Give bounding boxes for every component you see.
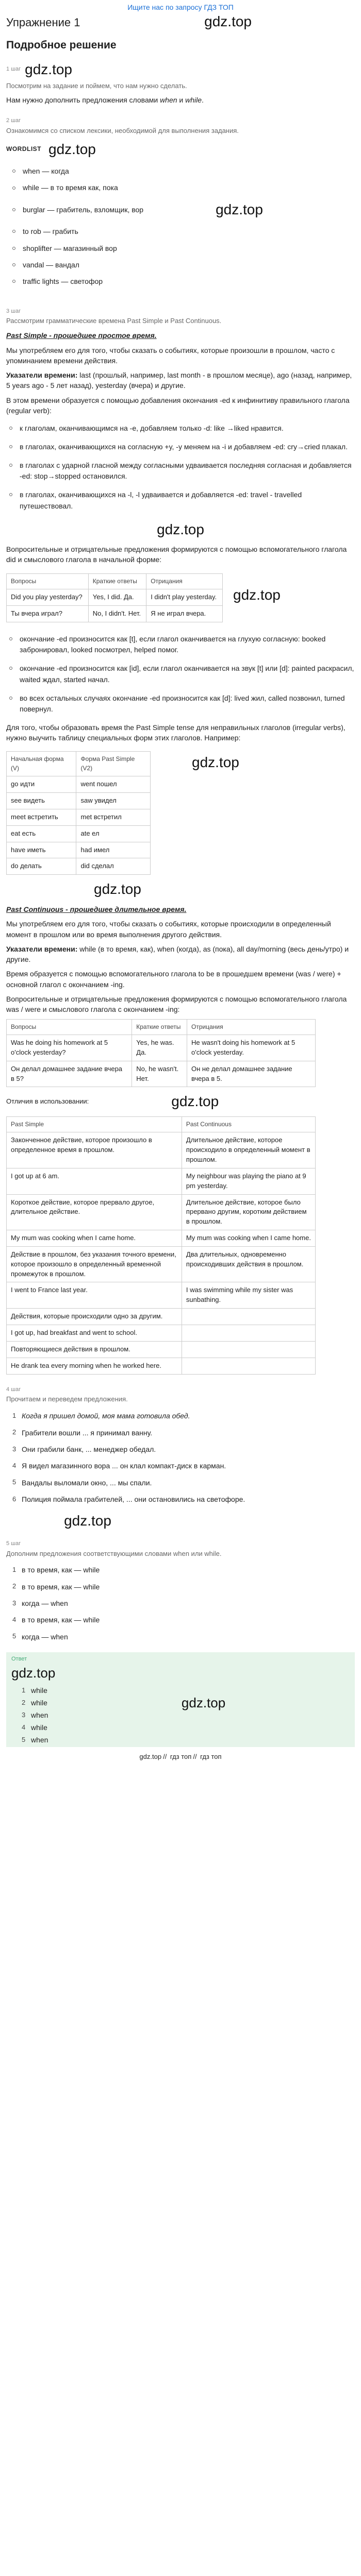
footer-link[interactable]: гдз топ (200, 1752, 222, 1760)
list-item: burglar — грабитель, взломщик, вор gdz.top (12, 199, 355, 221)
table-header: Краткие ответы (88, 573, 146, 589)
table-header: Past Simple (7, 1116, 182, 1132)
list-item: 6 Полиция поймала грабителей, ... они остановились на светофоре. (12, 1495, 245, 1503)
bullet-icon (12, 170, 15, 173)
bullet-icon (9, 493, 12, 496)
table-row: He drank tea every morning when he worked here. (7, 1358, 316, 1374)
table-header: Отрицания (146, 573, 223, 589)
list-item: when — когда (12, 166, 355, 176)
step-1-text: Нам нужно дополнить предложения словами when и while. (6, 96, 204, 105)
table-row: I got up, had breakfast and went to school. (7, 1325, 316, 1342)
bullet-icon (9, 464, 12, 467)
list-item: 1 Когда я пришел домой, моя мама готовила обед. (12, 1412, 190, 1420)
spelling-rules (6, 423, 355, 512)
table-row: go идти went пошел (7, 776, 151, 793)
table-row: I went to France last year. I was swimming while my sister was sunbathing. (7, 1282, 316, 1309)
watermark: gdz.top (64, 1513, 111, 1529)
list-item: 5 когда — when (12, 1632, 68, 1641)
bullet-icon (12, 187, 15, 190)
footer-links: gdz.top // гдз топ // гдз топ (139, 1752, 222, 1760)
table-row: I got up at 6 am. My neighbour was playing the piano at 9 pm yesterday. (7, 1168, 316, 1194)
list-item: 2 Грабители вошли ... я принимал ванну. (12, 1428, 153, 1437)
list-item: 3 Они грабили банк, ... менеджер обедал. (12, 1445, 156, 1453)
table-row: Действие в прошлом, без указания точного времени, которое произошло в определенный временной промежуток в прошлом. Два длительных, одновременно происходивших действия в прошлом. (7, 1246, 316, 1282)
watermark: gdz.top (48, 141, 96, 157)
item-number: 5 (12, 1632, 17, 1640)
neg-question-intro: Вопросительные и отрицательные предложения формируются с помощью вспомогательного глагола did и смыслового глагола в начальной форме: (6, 545, 347, 564)
list-item: окончание -ed произносится как [t], если глагол оканчивается на глухую согласную: booked забронировал, looked посмотрел, helped помог. (9, 634, 355, 656)
table-row: Короткое действие, которое прервало другое, длительное действие. Длительное действие, которое было прервано другим, коротким действием в прошлом. (7, 1194, 316, 1230)
list-item: окончание -ed произносится как [id], если глагол оканчивается на звук [t] или [d]: painted раскрасил, waited ждал, started начал. (9, 663, 355, 685)
list-item: 5 when (22, 1736, 48, 1744)
list-item: 1 while (22, 1686, 47, 1695)
item-number: 1 (22, 1686, 26, 1694)
wordlist-tag: WORDLIST (6, 145, 41, 153)
list-item: 3 когда — when (12, 1599, 68, 1608)
list-item: while — в то время как, пока (12, 182, 355, 193)
list-item: 4 Я видел магазинного вора ... он клал компакт-диск в карман. (12, 1461, 226, 1470)
list-item: к глаголам, оканчивающимся на -e, добавляем только -d: like →liked нравится. (9, 423, 355, 434)
step-1-desc: Посмотрим на задание и поймем, что нам нужно сделать. (6, 81, 187, 90)
item-number: 5 (12, 1478, 17, 1486)
differences-heading: Отличия в использовании: (6, 1097, 89, 1106)
table-row: Did you play yesterday? Yes, I did. Да. I didn't play yesterday. (7, 589, 223, 606)
word-list (6, 166, 355, 286)
translation-list (6, 1411, 355, 1504)
table-row: Was he doing his homework at 5 o'clock yesterday? Yes, he was. Да. He wasn't doing his homework at 5 o'clock yesterday. (7, 1035, 316, 1061)
watermark: gdz.top (94, 881, 141, 897)
list-item: to rob — грабить (12, 226, 355, 236)
table-header: Вопросы (7, 573, 89, 589)
past-simple-formation: В этом времени образуется с помощью добавления окончания -ed к инфинитиву правильного глагола (regular verb): (6, 396, 350, 415)
table-row: have иметь had имел (7, 842, 151, 858)
bullet-icon (9, 667, 12, 670)
table-row: Ты вчера играл? No, I didn't. Нет. Я не играл вчера. (7, 605, 223, 622)
irregular-intro: Для того, чтобы образовать время the Past Simple tense для неправильных глаголов (irregular verbs), нужно выучить таблицу специальных форм этих глаголов. Например: (6, 723, 346, 742)
list-item: traffic lights — светофор (12, 276, 355, 286)
watermark: gdz.top (204, 13, 252, 29)
bullet-icon (9, 445, 12, 448)
item-number: 4 (22, 1723, 26, 1732)
step-4-desc: Прочитаем и переведем предложения. (6, 1395, 128, 1403)
watermark: gdz.top (25, 61, 72, 78)
table-row: Законченное действие, которое произошло в определенное время в прошлом. Длительное действие, которое происходило в определенный момент в прошлом. (7, 1132, 316, 1168)
bullet-icon (12, 230, 15, 233)
footer-link[interactable]: gdz.top (139, 1752, 162, 1760)
table-header: Отрицания (187, 1019, 316, 1035)
table-row: meet встретить met встретил (7, 809, 151, 825)
item-number: 2 (12, 1582, 17, 1590)
past-simple-usage: Мы употребляем его для того, чтобы сказать о событиях, которые произошли в прошлом, часто с упоминанием времени действия. (6, 346, 335, 365)
list-item: в глаголах с ударной гласной между согласными удваивается последняя согласная и добавляется -ed: stop→stopped остановился. (9, 460, 355, 482)
list-item: в глаголах, оканчивающихся на согласную +y, -y меняем на -i и добавляем -ed: cry→cried плакал. (9, 442, 355, 453)
answer-label: Ответ (11, 1655, 27, 1662)
table-header: Форма Past Simple (V2) (76, 752, 151, 776)
item-number: 6 (12, 1495, 17, 1503)
step-3-label: 3 шаг (6, 308, 21, 314)
step-2-label: 2 шаг (6, 117, 21, 124)
watermark: gdz.top (216, 201, 263, 217)
pronunciation-rules (6, 634, 355, 715)
watermark: gdz.top (192, 754, 239, 771)
list-item: 3 when (22, 1711, 48, 1720)
item-number: 3 (12, 1599, 17, 1607)
item-number: 2 (12, 1428, 17, 1436)
list-item: в глаголах, оканчивающихся на -l, -l удваивается и добавляется -ed: travel - travelled путешествовал. (9, 489, 355, 512)
bullet-icon (9, 697, 12, 700)
differences-table (6, 1116, 316, 1375)
list-item: vandal — вандал (12, 260, 355, 270)
bullet-icon (9, 427, 12, 430)
item-number: 1 (12, 1566, 17, 1574)
watermark: gdz.top (233, 586, 281, 603)
table-row: do делать did сделал (7, 858, 151, 875)
was-were-table (6, 1019, 316, 1088)
step-3-desc: Рассмотрим грамматические времена Past Simple и Past Continuous. (6, 317, 222, 325)
item-number: 5 (22, 1736, 26, 1744)
solution-title: Подробное решение (6, 39, 117, 51)
table-row: Повторяющиеся действия в прошлом. (7, 1341, 316, 1358)
fill-list (6, 1565, 355, 1641)
bullet-icon (12, 247, 15, 250)
answer-list (11, 1686, 350, 1745)
table-header: Краткие ответы (132, 1019, 187, 1035)
exercise-title: Упражнение 1 (6, 16, 80, 29)
item-number: 4 (12, 1461, 17, 1469)
past-simple-markers: Указатели времени: last (прошлый, например, last month - в прошлом месяце), ago (назад, например, 5 years ago - 5 лет назад), yesterday (вчера) и другие. (6, 371, 352, 390)
table-header: Past Continuous (182, 1116, 315, 1132)
watermark: gdz.top (171, 1093, 219, 1110)
bullet-icon (9, 637, 12, 640)
item-number: 4 (12, 1616, 17, 1624)
table-row: My mum was cooking when I came home. My mum was cooking when I came home. (7, 1230, 316, 1247)
list-item: 5 Вандалы выломали окно, ... мы спали. (12, 1478, 152, 1487)
item-number: 3 (22, 1711, 26, 1719)
watermark: gdz.top (11, 1665, 56, 1681)
watermark: gdz.top (157, 521, 204, 537)
past-continuous-formation: Время образуется с помощью вспомогательного глагола to be в прошедшем времени (was / were) + основной глагол с окончанием -ing. (6, 970, 341, 989)
past-continuous-markers: Указатели времени: while (в то время, как), when (когда), as (пока), all day/morning (весь день/утро) и другие. (6, 944, 349, 964)
answer-box (6, 1652, 355, 1747)
past-continuous-usage: Мы употребляем его для того, чтобы сказать о событиях, которые происходили в определенный момент в прошлом или во время выполнения другого действия. (6, 920, 331, 939)
watermark: gdz.top (181, 1694, 226, 1710)
past-continuous-neg-q: Вопросительные и отрицательные предложения формируются с помощью вспомогательного глагола was / were и смыслового глагола с окончанием -ing: (6, 995, 347, 1014)
step-5-desc: Дополним предложения соответствующими словами when или while. (6, 1549, 222, 1557)
table-header: Вопросы (7, 1019, 132, 1035)
list-item: 4 while (22, 1723, 47, 1732)
bullet-icon (12, 280, 15, 283)
list-item: 1 в то время, как — while (12, 1566, 100, 1574)
irregular-verbs-table (6, 751, 151, 875)
bullet-icon (12, 263, 15, 266)
list-item: 2 в то время, как — while (12, 1582, 100, 1591)
step-1-label: 1 шаг (6, 66, 21, 73)
item-number: 1 (12, 1412, 17, 1420)
table-row: eat есть ate ел (7, 825, 151, 842)
table-row: see видеть saw увидел (7, 793, 151, 809)
top-search-link[interactable]: Ищите нас по запросу ГДЗ ТОП (127, 3, 234, 11)
step-2-desc: Ознакомимся со списком лексики, необходимой для выполнения задания. (6, 126, 239, 134)
past-continuous-heading: Past Continuous - прошедшее длительное время. (6, 905, 187, 913)
step-4-label: 4 шаг (6, 1386, 21, 1393)
past-simple-heading: Past Simple - прошедшее простое время. (6, 331, 157, 340)
item-number: 3 (12, 1445, 17, 1453)
table-header: Начальная форма (V) (7, 752, 76, 776)
bullet-icon (12, 208, 15, 211)
list-item: во всех остальных случаях окончание -ed произносится как [d]: lived жил, called позвонил, turned повернул. (9, 693, 355, 715)
footer-link[interactable]: гдз топ (170, 1752, 192, 1760)
table-row: Действия, которые происходили одно за другим. (7, 1309, 316, 1325)
item-number: 2 (22, 1699, 26, 1707)
did-table (6, 573, 223, 622)
list-item: shoplifter — магазинный вор (12, 243, 355, 253)
list-item: 4 в то время, как — while (12, 1616, 100, 1624)
table-row: Он делал домашнее задание вчера в 5? No, he wasn't. Нет. Он не делал домашнее задание вчера в 5. (7, 1061, 316, 1087)
step-5-label: 5 шаг (6, 1540, 21, 1547)
list-item: 2 while gdz.top (22, 1699, 350, 1708)
